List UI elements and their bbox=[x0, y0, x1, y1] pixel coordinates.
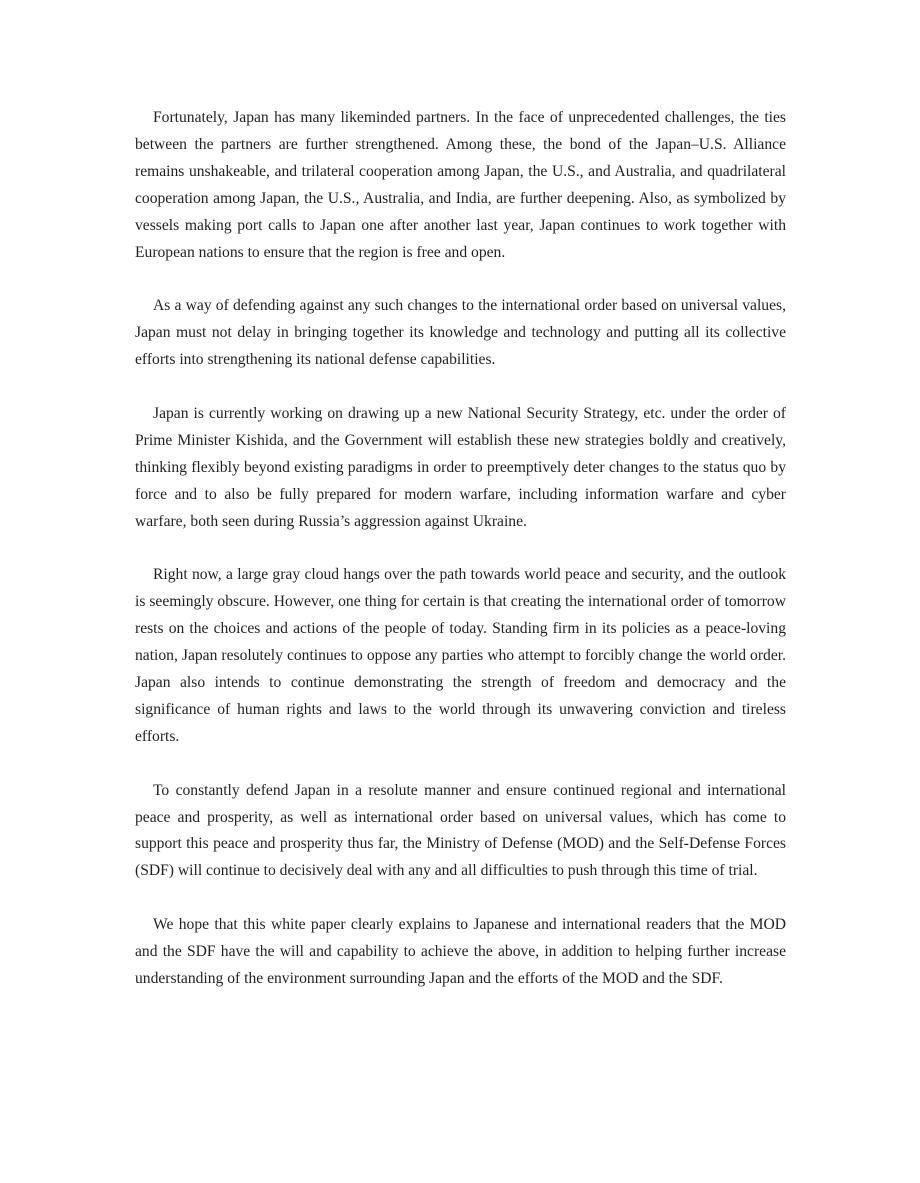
paragraph-national-security-strategy: Japan is currently working on drawing up a new National Security Strategy, etc. under the order of Prime Minister Kishida, and the Government will establish these new strategies boldly and creatively, thinking flexibly beyond existing paradigms in order to preemptively deter changes to the status quo by force and to also be fully prepared for modern warfare, including information warfare and cyber warfare, both seen during Russia’s aggression against Ukraine. bbox=[135, 404, 786, 530]
paragraph-mod-sdf-resolve: To constantly defend Japan in a resolute manner and ensure continued regional and international peace and prosperity, as well as international order based on universal values, which has come to support this peace and prosperity thus far, the Ministry of Defense (MOD) and the Self-Defense Forces (SDF) will continue to decisively deal with any and all difficulties to push through this time of trial. bbox=[135, 781, 786, 880]
document-body bbox=[135, 105, 786, 993]
paragraph-white-paper-purpose: We hope that this white paper clearly explains to Japanese and international readers that the MOD and the SDF have the will and capability to achieve the above, in addition to helping further increase understanding of the environment surrounding Japan and the efforts of the MOD and the SDF. bbox=[135, 916, 786, 987]
paragraph-defense-capabilities: As a way of defending against any such changes to the international order based on universal values, Japan must not delay in bringing together its knowledge and technology and putting all its collective efforts into strengthening its national defense capabilities. bbox=[135, 297, 786, 369]
paragraph-partners: Fortunately, Japan has many likeminded partners. In the face of unprecedented challenges, the ties between the partners are further strengthened. Among these, the bond of the Japan–U.S. Alliance remains unshakeable, and trilateral cooperation among Japan, the U.S., and Australia, and quadrilateral cooperation among Japan, the U.S., Australia, and India, are further deepening. Also, as symbolized by vessels making port calls to Japan one after another last year, Japan continues to work together with European nations to ensure that the region is free and open. bbox=[135, 109, 786, 261]
paragraph-world-order: Right now, a large gray cloud hangs over the path towards world peace and security, and the outlook is seemingly obscure. However, one thing for certain is that creating the international order of tomorrow rests on the choices and actions of the people of today. Standing firm in its policies as a peace-loving nation, Japan resolutely continues to oppose any parties who attempt to forcibly change the world order. Japan also intends to continue demonstrating the strength of freedom and democracy and the significance of human rights and laws to the world through its unwavering conviction and tireless efforts. bbox=[135, 566, 786, 745]
